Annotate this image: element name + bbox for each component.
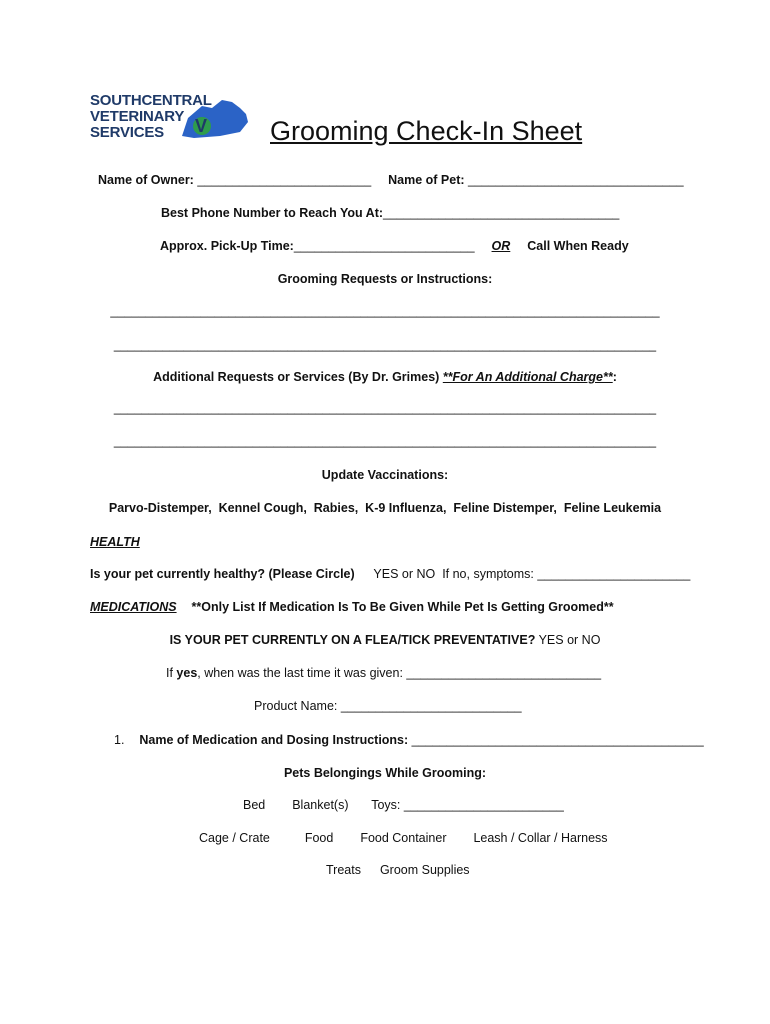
health-answer-field[interactable]: YES or NO If no, symptoms: ______________________ — [373, 567, 691, 581]
belongings-row-1 — [243, 798, 564, 812]
last-given-prefix: If — [166, 666, 177, 680]
last-given-yes: yes — [176, 666, 198, 680]
belongings-heading: Pets Belongings While Grooming: — [283, 766, 487, 780]
logo-line-2: VETERINARY — [90, 108, 185, 125]
phone-label: Best Phone Number to Reach You At: — [161, 206, 384, 220]
owner-pet-row — [98, 173, 684, 187]
belonging-food[interactable]: Food — [304, 831, 334, 845]
belonging-toys-field[interactable]: Toys: _______________________ — [371, 798, 564, 812]
belonging-bed[interactable]: Bed — [243, 798, 266, 812]
medication-item-field[interactable]: __________________________________________ — [411, 733, 704, 747]
additional-requests-heading — [0, 370, 770, 384]
logo-badge-letter: V — [195, 116, 208, 136]
additional-requests-line-2[interactable]: ______________________________________________________________________________ — [113, 434, 657, 448]
phone-row — [161, 206, 619, 220]
pickup-label: Approx. Pick-Up Time: — [160, 239, 294, 253]
medication-item-1 — [114, 733, 704, 747]
last-given-row — [166, 666, 601, 680]
medication-item-label: Name of Medication and Dosing Instructions: — [139, 733, 409, 747]
owner-label: Name of Owner: — [98, 173, 194, 187]
medications-heading: MEDICATIONS — [90, 600, 177, 614]
pickup-row — [160, 239, 629, 253]
flea-tick-row — [0, 633, 770, 647]
medications-note: **Only List If Medication Is To Be Given While Pet Is Getting Groomed** — [191, 600, 614, 614]
health-question: Is your pet currently healthy? (Please Circle) — [90, 567, 355, 581]
product-name-field[interactable]: Product Name: __________________________ — [254, 699, 522, 713]
additional-requests-label: Additional Requests or Services (By Dr. Grimes) — [153, 370, 440, 384]
belonging-groom-supplies[interactable]: Groom Supplies — [379, 863, 470, 877]
pickup-field[interactable]: __________________________ — [293, 239, 475, 253]
flea-tick-question: IS YOUR PET CURRENTLY ON A FLEA/TICK PREVENTATIVE? — [169, 633, 536, 647]
medications-row — [90, 600, 614, 614]
additional-requests-line-1[interactable]: ______________________________________________________________________________ — [113, 401, 657, 415]
health-row — [90, 567, 690, 581]
vaccinations-list: Parvo-Distemper, Kennel Cough, Rabies, K-9 Influenza, Feline Distemper, Feline Leukemia — [108, 501, 662, 515]
belongings-row-2 — [199, 831, 608, 845]
pet-field[interactable]: _______________________________ — [468, 173, 684, 187]
vaccinations-heading: Update Vaccinations: — [321, 468, 449, 482]
flea-tick-answer[interactable]: YES or NO — [538, 633, 601, 647]
belonging-treats[interactable]: Treats — [326, 863, 361, 877]
belonging-cage[interactable]: Cage / Crate — [199, 831, 270, 845]
belonging-food-container[interactable]: Food Container — [360, 831, 447, 845]
belonging-blanket[interactable]: Blanket(s) — [292, 798, 349, 812]
call-when-ready-label[interactable]: Call When Ready — [527, 239, 629, 253]
logo-line-1: SOUTHCENTRAL — [90, 92, 212, 109]
page-title: Grooming Check-In Sheet — [270, 116, 583, 146]
logo-line-3: SERVICES — [90, 124, 164, 141]
last-given-field[interactable]: , when was the last time it was given: ____________________________ — [197, 666, 602, 680]
clinic-logo — [90, 92, 250, 148]
additional-colon: : — [612, 370, 617, 384]
medication-item-number: 1. — [114, 733, 125, 747]
belonging-leash[interactable]: Leash / Collar / Harness — [473, 831, 608, 845]
grooming-requests-line-1[interactable]: _______________________________________________________________________________ — [110, 304, 660, 318]
grooming-requests-line-2[interactable]: ______________________________________________________________________________ — [113, 338, 657, 352]
additional-charge-note: **For An Additional Charge** — [442, 370, 613, 384]
or-label: OR — [491, 239, 511, 253]
phone-field[interactable]: __________________________________ — [383, 206, 620, 220]
grooming-requests-heading: Grooming Requests or Instructions: — [277, 272, 493, 286]
belongings-row-3 — [326, 863, 470, 877]
owner-field[interactable]: _________________________ — [197, 173, 372, 187]
pet-label: Name of Pet: — [388, 173, 465, 187]
health-heading: HEALTH — [90, 535, 140, 549]
